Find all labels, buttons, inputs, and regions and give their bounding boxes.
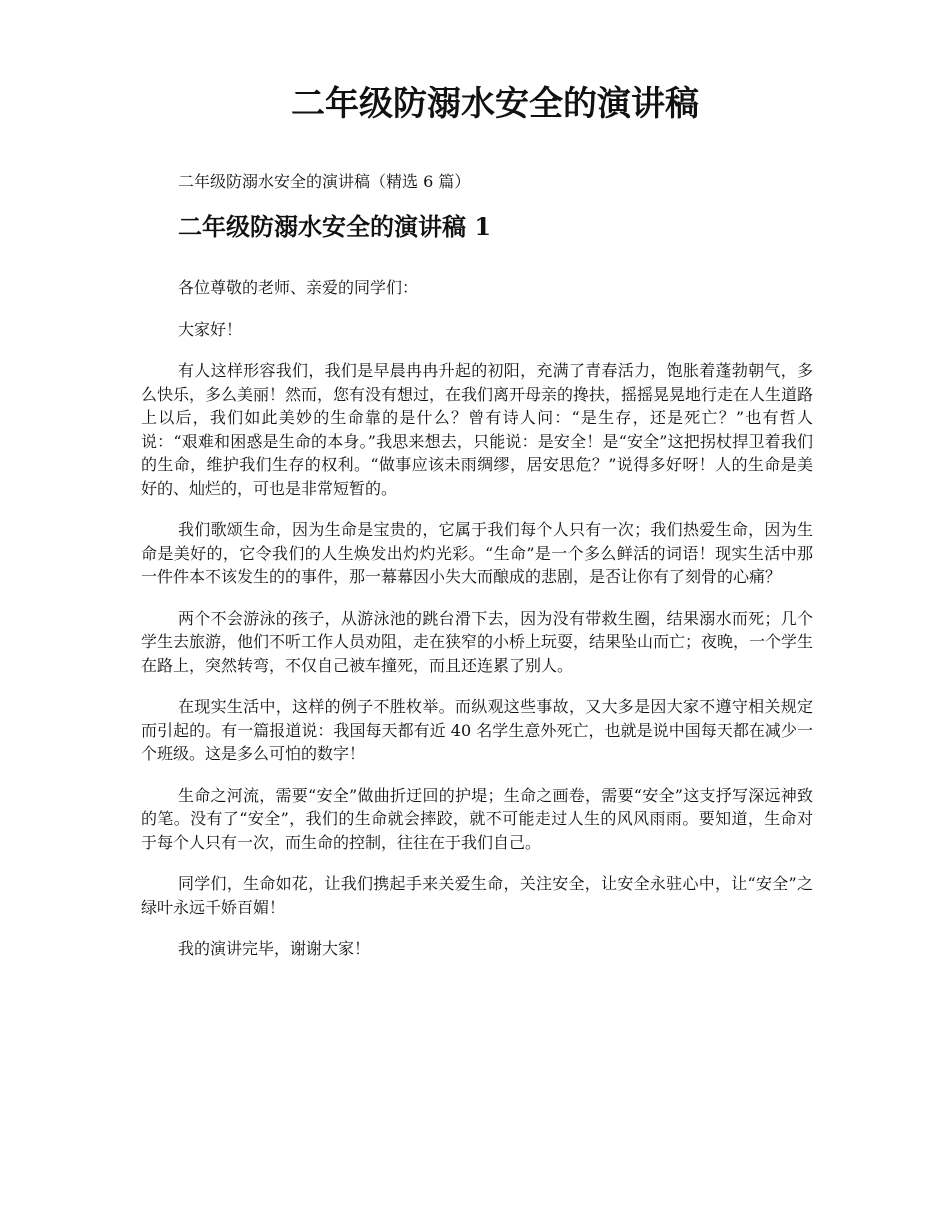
- speech-body: [141, 276, 813, 979]
- closing-paragraph: 我的演讲完毕，谢谢大家！: [178, 939, 371, 958]
- hello-paragraph: 大家好！: [178, 319, 243, 339]
- body-paragraph: 同学们，生命如花，让我们携起手来关爱生命，关注安全，让安全永驻心中，让“安全”之绿叶永远千娇百媚！: [141, 874, 813, 917]
- body-paragraph: 我们歌颂生命，因为生命是宝贵的，它属于我们每个人只有一次；我们热爱生命，因为生命是美好的，它令我们的人生焕发出灼灼光彩。“生命”是一个多么鲜活的词语！现实生活中那一件件本不该发生的的事件，那一幕幕因小失大而酿成的悲剧，是否让你有了刻骨的心痛？: [141, 520, 813, 586]
- greeting-paragraph: 各位尊敬的老师、亲爱的同学们：: [178, 278, 419, 297]
- body-paragraph: 有人这样形容我们，我们是早晨冉冉升起的初阳，充满了青春活力，饱胀着蓬勃朝气，多么快乐，多么美丽！然而，您有没有想过，在我们离开母亲的搀扶，摇摇晃晃地行走在人生道路上以后，我们如此美妙的生命靠的是什么？曾有诗人问：“是生存，还是死亡？”也有哲人说：“艰难和困惑是生命的本身。”我思来想去，只能说：是安全！是“安全”这把拐杖捍卫着我们的生命，维护我们生存的权利。“做事应该未雨绸缪，居安思危？”说得多好呀！人的生命是美好的、灿烂的，可也是非常短暂的。: [141, 361, 814, 498]
- section-heading: 二年级防溺水安全的演讲稿 1: [178, 212, 492, 241]
- body-paragraph: 生命之河流，需要“安全”做曲折迂回的护堤；生命之画卷，需要“安全”这支抒写深远神致的笔。没有了“安全”，我们的生命就会摔跤，就不可能走过人生的风风雨雨。要知道，生命对于每个人只有一次，而生命的控制，往往在于我们自己。: [141, 785, 813, 852]
- body-paragraph: 两个不会游泳的孩子，从游泳池的跳台滑下去，因为没有带救生圈，结果溺水而死；几个学生去旅游，他们不听工作人员劝阻，走在狭窄的小桥上玩耍，结果坠山而亡；夜晚，一个学生在路上，突然转弯，不仅自己被车撞死，而且还连累了别人。: [141, 608, 814, 675]
- document-subtitle: 二年级防溺水安全的演讲稿（精选 6 篇）: [178, 172, 471, 191]
- body-paragraph: 在现实生活中，这样的例子不胜枚举。而纵观这些事故，又大多是因大家不遵守相关规定而引起的。有一篇报道说：我国每天都有近 40 名学生意外死亡，也就是说中国每天都在减少一个班级。这是多么可怕的数字！: [141, 697, 813, 763]
- document-title: 二年级防溺水安全的演讲稿: [291, 84, 699, 124]
